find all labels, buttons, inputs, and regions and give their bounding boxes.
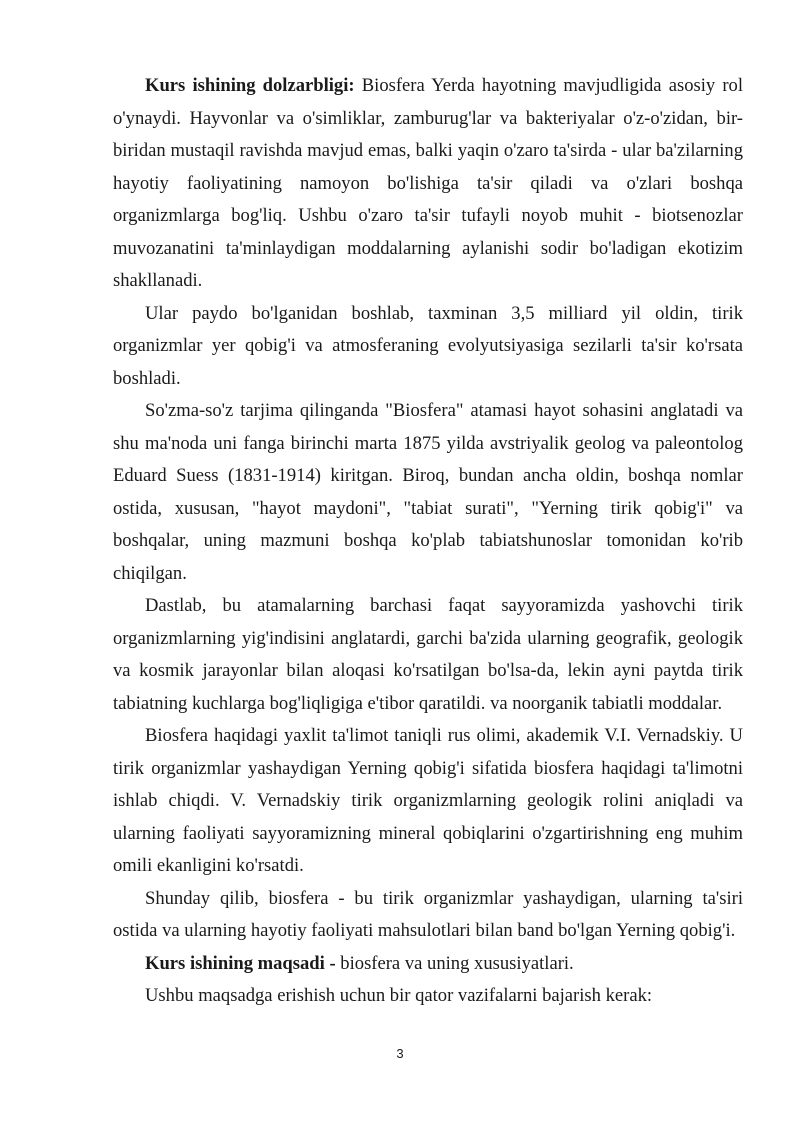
paragraph-text: Biosfera haqidagi yaxlit ta'limot taniqli rus olimi, akademik V.I. Vernadskiy. U tirik organizmlar yashaydigan Yerning qobig'i sifatida biosfera haqidagi ta'limotni ishlab chiqdi. V. Vernadskiy tirik organizmlarning geologik rolini aniqladi va ularning faoliyati sayyoramizning mineral qobiqlarini o'zgartirishning eng muhim omili ekanligini ko'rsatdi. xyxy=(113,725,743,876)
paragraph-text: So'zma-so'z tarjima qilinganda "Biosfera" atamasi hayot sohasini anglatadi va shu ma'noda uni fanga birinchi marta 1875 yilda avstriyalik geolog va paleontolog Eduard Suess (1831-1914) kiritgan. Biroq, bundan ancha oldin, boshqa nomlar ostida, xususan, "hayot maydoni", "tabiat surati", "Yerning tirik qobig'i" va boshqalar, uning mazmuni boshqa ko'plab tabiatshunoslar tomonidan ko'rib chiqilgan. xyxy=(113,400,743,584)
paragraph-text: biosfera va uning xususiyatlari. xyxy=(335,952,574,974)
paragraph-relevance xyxy=(113,70,743,298)
paragraph xyxy=(113,298,743,396)
paragraph xyxy=(113,883,743,948)
paragraph xyxy=(113,590,743,720)
paragraph xyxy=(113,720,743,883)
paragraph xyxy=(113,395,743,590)
heading-goal: Kurs ishining maqsadi - xyxy=(145,952,336,974)
paragraph-text: Ushbu maqsadga erishish uchun bir qator vazifalarni bajarish kerak: xyxy=(145,985,653,1006)
page-number: 3 xyxy=(396,1046,404,1061)
paragraph-text: Ular paydo bo'lganidan boshlab, taxminan 3,5 milliard yil oldin, tirik organizmlar yer qobig'i va atmosferaning evolyutsiyasiga sezilarli ta'sir ko'rsata boshladi. xyxy=(113,302,743,389)
paragraph-text: Dastlab, bu atamalarning barchasi faqat sayyoramizda yashovchi tirik organizmlarning yig'indisini anglatardi, garchi ba'zida ularning geografik, geologik va kosmik jarayonlar bilan aloqasi ko'rsatilgan bo'lsa-da, lekin ayni paytda tirik tabiatning kuchlarga bog'liqligiga e'tibor qaratildi. va noorganik tabiatli moddalar. xyxy=(113,595,743,714)
paragraph-text: Biosfera Yerda hayotning mavjudligida asosiy rol o'ynaydi. Hayvonlar va o'simliklar, zamburug'lar va bakteriyalar o'z-o'zidan, bir-biridan mustaqil ravishda mavjud emas, balki yaqin o'zaro ta'sirda - ular ba'zilarning hayotiy faoliyatining namoyon bo'lishiga ta'sir qiladi va o'zlari boshqa organizmlarga bog'liq. Ushbu o'zaro ta'sir tufayli noyob muhit - biotsenozlar muvozanatini ta'minlaydigan moddalarning aylanishi sodir bo'ladigan ekotizim shakllanadi. xyxy=(113,75,744,291)
paragraph-goal xyxy=(113,948,743,981)
paragraph xyxy=(113,980,743,1013)
paragraph-text: Shunday qilib, biosfera - bu tirik organizmlar yashaydigan, ularning ta'siri ostida va ularning hayotiy faoliyati mahsulotlari bilan band bo'lgan Yerning qobig'i. xyxy=(113,887,743,941)
document-page xyxy=(113,70,743,1013)
heading-relevance: Kurs ishining dolzarbligi: xyxy=(145,75,355,96)
